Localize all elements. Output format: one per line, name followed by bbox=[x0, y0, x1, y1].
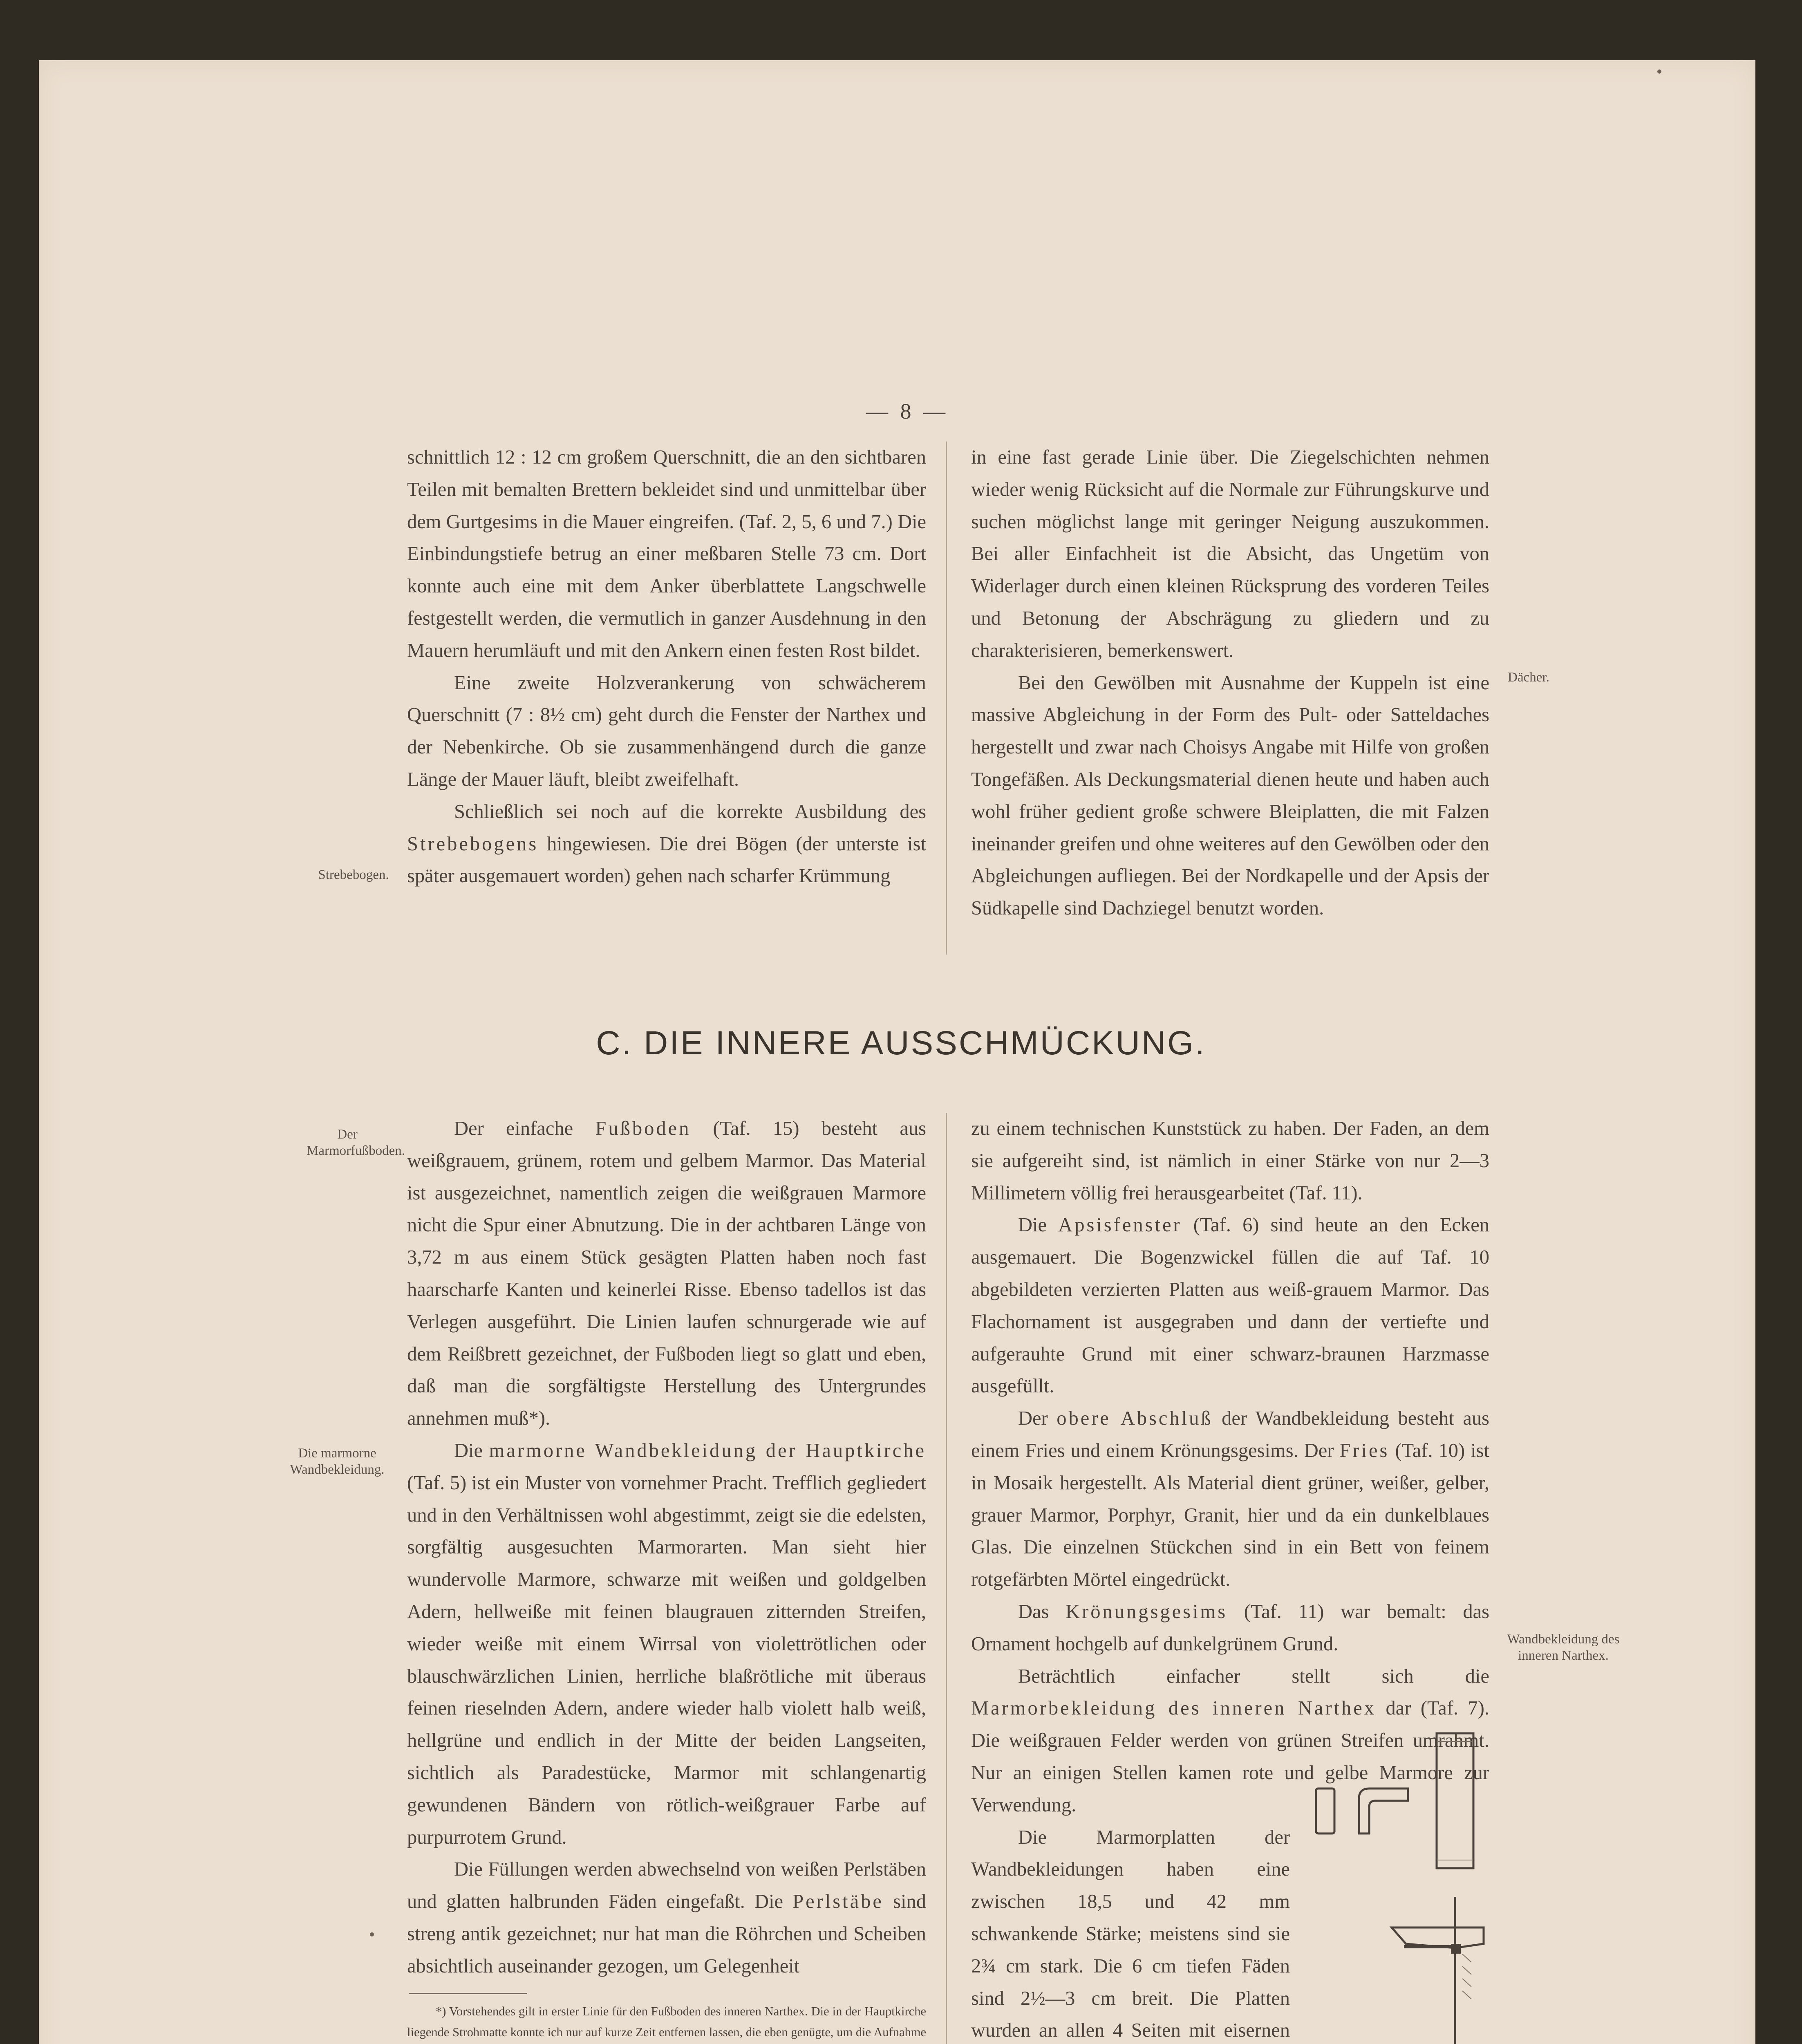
emphasis-text: Fußboden bbox=[595, 1118, 691, 1139]
figure-panel-outline bbox=[1437, 1733, 1473, 1868]
body-text: in eine fast gerade Linie über. Die Ziegelschichten nehmen wieder wenig Rücksicht auf die Normale zur Führungskurve und suchen möglichst lange mit geringer Neigung auszukommen. Bei aller Einfachheit ist die Absicht, das Ungetüm von Widerlager durch einen kleinen Rücksprung des vorderen Teiles und Betonung der Abschrägung zu gliedern und zu charakterisieren, bemerkenswert. bbox=[971, 446, 1489, 661]
emphasis-text: Marmorbekleidung des inneren Narthex bbox=[971, 1697, 1377, 1719]
figure-abb6 bbox=[1300, 1721, 1512, 2044]
emphasis-text: Strebebogens bbox=[407, 833, 539, 855]
emphasis-text: Perlstäbe bbox=[792, 1891, 884, 1913]
column-bottom-right-main bbox=[971, 1113, 1489, 1822]
emphasis-text: Apsisfenster bbox=[1058, 1214, 1182, 1236]
body-text: Der einfache bbox=[454, 1118, 595, 1139]
emphasis-text: Fries bbox=[1339, 1439, 1390, 1461]
ink-speck bbox=[370, 1932, 374, 1936]
body-text: der Wandbekleidung besteht aus einem Fries und einem Krönungsgesims. Der bbox=[971, 1407, 1489, 1461]
body-text: schnittlich 12 : 12 cm großem Querschnitt, die an den sichtbaren Teilen mit bemalten Brettern bekleidet sind und unmittelbar über dem Gurtgesims in die Mauer eingreifen. (Taf. 2, 5, 6 und 7.) Die Einbindungstiefe betrug an einer meßbaren Stelle 73 cm. Dort konnte auch eine mit dem Anker überblattete Langschwelle festgestellt werden, die vermutlich in ganzer Ausdehnung in den Mauern herumläuft und mit den Ankern einen festen Rost bildet. bbox=[407, 446, 926, 661]
paragraph bbox=[407, 1853, 926, 1982]
sidenote-narthex: Wandbekleidung des inneren Narthex. bbox=[1507, 1632, 1620, 1663]
figure-strip-vertical bbox=[1316, 1788, 1334, 1833]
body-text: (Taf. 10) ist in Mosaik hergestellt. Als Material dient grüner, weißer, gelber, grauer Marmor, Porphyr, Granit, hier und da ein dunkelblaues Glas. Die einzelnen Stückchen sind in ein Bett von feinem rotgefärbten Mörtel eingedrückt. bbox=[971, 1439, 1489, 1591]
body-text: (Taf. 5) ist ein Muster von vornehmer Pracht. Trefflich gegliedert und in den Verhältnissen wohl abgestimmt, zeigt sie die edelsten, sorgfältig ausgesuchten Marmorarten. Man sieht hier wundervolle Marmore, schwarze mit weißen und goldgelben Adern, hellweiße mit feinen blaugrauen zitternden Streifen, wieder weiße mit einem Wirrsal von violettrötlichen oder blauschwärzlichen Linien, herrliche blaßrötliche mit überaus feinen rieselnden Adern, andere wieder halb violett halb weiß, hellgrüne und endlich in der Mitte der beiden Langseiten, sichtlich als Paradestücke, Marmor mit schlangenartig gewundenen Bändern von rötlich-weißgrauer Farbe auf purpurrotem Grund. bbox=[407, 1472, 926, 1848]
column-bottom-right-narrow bbox=[971, 1822, 1290, 2044]
body-text: Die bbox=[1018, 1214, 1059, 1236]
body-text: Schließlich sei noch auf die korrekte Ausbildung des bbox=[454, 800, 926, 823]
body-text: (Taf. 6) sind heute an den Ecken ausgemauert. Die Bogenzwickel füllen die auf Taf. 10 abgebildeten verzierten Platten aus weiß-grauem Marmor. Das Flachornament ist ausgegraben und dann der vertiefte und aufgerauhte Grund mit einer schwarz-braunen Harzmasse ausgefüllt. bbox=[971, 1214, 1490, 1397]
figure-bracket bbox=[1359, 1788, 1408, 1833]
footnote-text: *) Vorstehendes gilt in erster Linie für den Fußboden des inneren Narthex. Die in der Hauptkirche liegende Strohmatte konnte ich nur auf kurze Zeit entfernen lassen, die eben genügte, um die Aufnahme bbox=[407, 2004, 926, 2039]
paragraph bbox=[407, 1113, 926, 1435]
body-text: Bei den Gewölben mit Ausnahme der Kuppeln ist eine massive Abgleichung in der Form des Pult- oder Satteldaches hergestellt und zwar nach Choisys Angabe mit Hilfe von großen Tongefäßen. Als Deckungsmaterial dienen heute und haben auch wohl früher gedient große schwere Bleiplatten, die mit Falzen ineinander greifen und ohne weiteres auf den Gewölben oder den Abgleichungen aufliegen. Bei der Nordkapelle und der Apsis der Südkapelle sind Dachziegel benutzt worden. bbox=[971, 672, 1489, 919]
body-text: Die Füllungen werden abwechselnd von weißen Perlstäben und glatten halbrunden Fäden eingefaßt. Die bbox=[407, 1858, 926, 1913]
body-text: (Taf. 15) besteht aus weißgrauem, grünem, rotem und gelbem Marmor. Das Material ist ausgezeichnet, namentlich zeigen die weißgrauen Marmore nicht die Spur einer Abnutzung. Die in der achtbaren Länge von 3,72 m aus einem Stück gesägten Platten haben noch fast haarscharfe Kanten und keinerlei Risse. Ebenso tadellos ist das Verlegen ausgeführt. Die Linien laufen schnurgerade wie auf dem Reißbrett gezeichnet, der Fußboden liegt so glatt und eben, daß man die sorgfältigste Herstellung des Untergrundes annehmen muß*). bbox=[407, 1118, 927, 1430]
body-text: Das bbox=[1018, 1600, 1066, 1623]
paragraph bbox=[407, 667, 926, 796]
section-title: C. DIE INNERE AUSSCHMÜCKUNG. bbox=[596, 1024, 1206, 1062]
paragraph bbox=[407, 1435, 926, 1853]
sidenote-marmorfussboden: Der Marmorfußboden. bbox=[307, 1127, 405, 1158]
paragraph bbox=[971, 1209, 1489, 1403]
body-text: (Taf. 11) war bemalt: das Ornament hochgelb auf dunkelgrünem Grund. bbox=[971, 1600, 1489, 1655]
paragraph bbox=[407, 442, 926, 667]
body-text: Die bbox=[454, 1439, 489, 1461]
footnote bbox=[407, 2001, 926, 2044]
emphasis-text: Krönungsgesims bbox=[1066, 1600, 1228, 1623]
figure-ledge bbox=[1392, 1927, 1484, 1948]
body-text: zu einem technischen Kunststück zu haben. Der Faden, an dem sie aufgereiht sind, ist nämlich in einer Stärke von nur 2—3 Millimetern völlig frei herausgearbeitet (Taf. 11). bbox=[971, 1118, 1489, 1204]
page-number: — 8 — bbox=[866, 399, 949, 424]
emphasis-text: obere Abschluß bbox=[1057, 1407, 1213, 1430]
column-divider bbox=[946, 1113, 947, 2044]
paragraph bbox=[971, 442, 1489, 667]
body-text: Eine zweite Holzverankerung von schwächerem Querschnitt (7 : 8½ cm) geht durch die Fenster der Narthex und der Nebenkirche. Ob sie zusammenhängend durch die ganze Länge der Mauer läuft, bleibt zweifelhaft. bbox=[407, 672, 926, 790]
column-top-right bbox=[971, 442, 1489, 925]
ink-speck bbox=[1657, 69, 1661, 74]
paragraph bbox=[971, 1113, 1489, 1209]
paragraph bbox=[971, 667, 1489, 925]
paragraph bbox=[971, 1596, 1489, 1661]
emphasis-text: marmorne Wandbekleidung der Hauptkirche bbox=[489, 1439, 927, 1461]
paragraph bbox=[971, 1822, 1290, 2044]
sidenote-strebebogen: Strebebogen. bbox=[318, 867, 389, 882]
paragraph bbox=[971, 1403, 1489, 1596]
body-text: Beträchtlich einfacher stellt sich die bbox=[1018, 1665, 1489, 1687]
body-text: Die Marmorplatten der Wandbekleidungen haben eine zwischen 18,5 und 42 mm schwankende Stärke; meistens sind sie 2¾ cm stark. Die 6 cm tiefen Fäden sind 2½—3 cm breit. Die Platten wurden an allen 4 Seiten mit eisernen bbox=[971, 1826, 1290, 2042]
sidenote-wandbekleidung: Die marmorne Wandbekleidung. bbox=[290, 1446, 385, 1477]
paragraph bbox=[407, 796, 926, 892]
column-divider bbox=[946, 442, 947, 955]
body-text: hingewiesen. Die drei Bögen (der unterste ist später ausgemauert worden) gehen nach scharfer Krümmung bbox=[407, 833, 926, 887]
body-text: dar (Taf. 7). Die weißgrauen Felder werden von grünen Streifen umrahmt. Nur an einigen Stellen kamen rote und gelbe Marmore zur Verwendung. bbox=[971, 1697, 1489, 1816]
footnote-rule bbox=[409, 1993, 527, 1994]
body-text: sind streng antik gezeichnet; nur hat man die Röhrchen und Scheiben absichtlich auseinander gezogen, um Gelegenheit bbox=[407, 1891, 926, 1977]
sidenote-daecher: Dächer. bbox=[1508, 670, 1549, 685]
column-top-left bbox=[407, 442, 926, 892]
column-bottom-left bbox=[407, 1113, 926, 1983]
body-text: Der bbox=[1018, 1407, 1057, 1430]
